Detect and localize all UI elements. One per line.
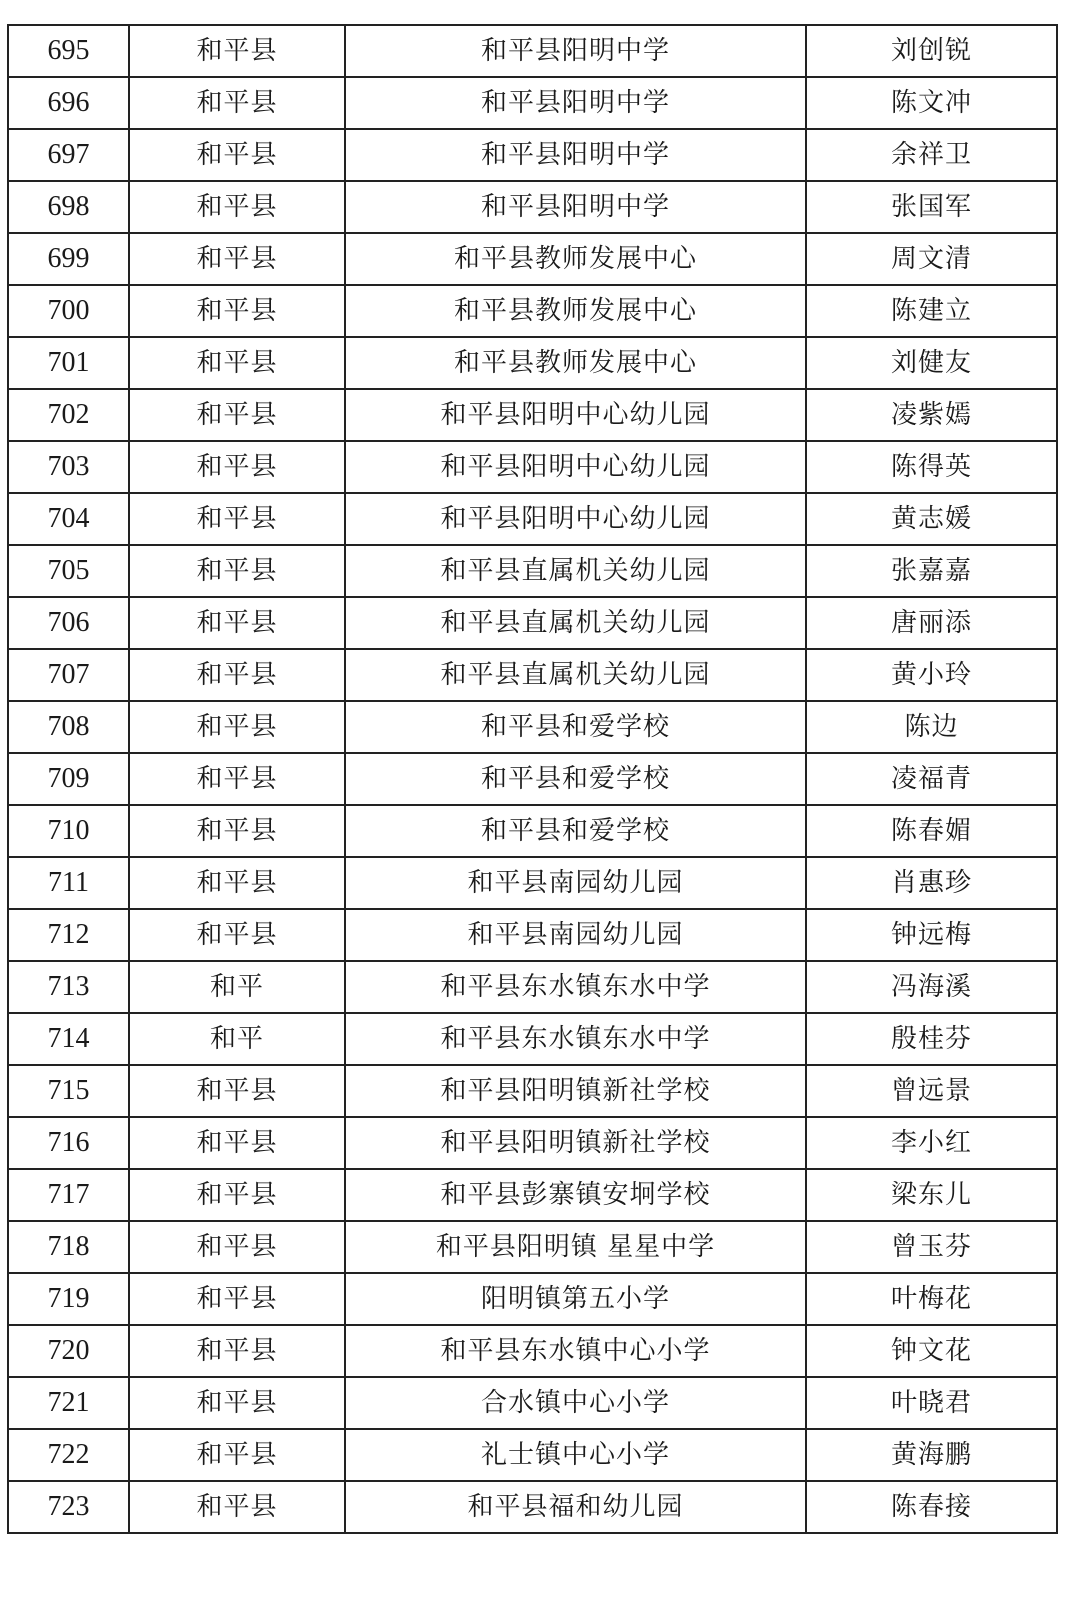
- table-row: [8, 961, 1057, 1013]
- county-cell: 和平县: [129, 77, 345, 129]
- serial-number-cell: 705: [8, 545, 129, 597]
- school-cell: 和平县教师发展中心: [345, 233, 806, 285]
- table-row: [8, 1221, 1057, 1273]
- serial-number-cell: 700: [8, 285, 129, 337]
- school-cell: 和平县阳明中心幼儿园: [345, 493, 806, 545]
- school-cell: 和平县彭寨镇安坰学校: [345, 1169, 806, 1221]
- school-cell: 和平县阳明中学: [345, 129, 806, 181]
- teacher-name-cell: 黄海鹏: [806, 1429, 1057, 1481]
- table-row: [8, 649, 1057, 701]
- teacher-name-cell: 凌紫嫣: [806, 389, 1057, 441]
- teacher-name-cell: 冯海溪: [806, 961, 1057, 1013]
- school-cell: 和平县直属机关幼儿园: [345, 649, 806, 701]
- table-row: [8, 337, 1057, 389]
- county-cell: 和平县: [129, 285, 345, 337]
- county-cell: 和平县: [129, 1169, 345, 1221]
- serial-number-cell: 723: [8, 1481, 129, 1533]
- table-row: [8, 233, 1057, 285]
- teacher-name-cell: 陈春媚: [806, 805, 1057, 857]
- school-cell: 和平县直属机关幼儿园: [345, 597, 806, 649]
- teacher-name-cell: 张国军: [806, 181, 1057, 233]
- table-row: [8, 181, 1057, 233]
- table-row: [8, 701, 1057, 753]
- serial-number-cell: 699: [8, 233, 129, 285]
- county-cell: 和平县: [129, 857, 345, 909]
- county-cell: 和平县: [129, 1221, 345, 1273]
- county-cell: 和平县: [129, 1117, 345, 1169]
- teacher-name-cell: 梁东儿: [806, 1169, 1057, 1221]
- table-row: [8, 1429, 1057, 1481]
- school-cell: 和平县阳明中学: [345, 77, 806, 129]
- serial-number-cell: 717: [8, 1169, 129, 1221]
- school-cell: 和平县阳明镇 星星中学: [345, 1221, 806, 1273]
- teacher-name-cell: 黄小玲: [806, 649, 1057, 701]
- school-cell: 和平县和爱学校: [345, 701, 806, 753]
- school-cell: 和平县阳明镇新社学校: [345, 1117, 806, 1169]
- teacher-name-cell: 刘健友: [806, 337, 1057, 389]
- teacher-name-cell: 曾玉芬: [806, 1221, 1057, 1273]
- table-row: [8, 1169, 1057, 1221]
- teacher-name-cell: 刘创锐: [806, 25, 1057, 77]
- teacher-name-cell: 钟远梅: [806, 909, 1057, 961]
- teacher-name-cell: 周文清: [806, 233, 1057, 285]
- table-row: [8, 909, 1057, 961]
- county-cell: 和平县: [129, 1325, 345, 1377]
- county-cell: 和平县: [129, 233, 345, 285]
- table-row: [8, 129, 1057, 181]
- county-cell: 和平县: [129, 1273, 345, 1325]
- county-cell: 和平县: [129, 129, 345, 181]
- table-row: [8, 389, 1057, 441]
- serial-number-cell: 698: [8, 181, 129, 233]
- county-cell: 和平县: [129, 1065, 345, 1117]
- roster-table: [7, 24, 1058, 1534]
- school-cell: 合水镇中心小学: [345, 1377, 806, 1429]
- teacher-name-cell: 叶梅花: [806, 1273, 1057, 1325]
- roster-sheet: [7, 24, 1056, 1534]
- serial-number-cell: 716: [8, 1117, 129, 1169]
- table-row: [8, 1065, 1057, 1117]
- teacher-name-cell: 唐丽添: [806, 597, 1057, 649]
- serial-number-cell: 695: [8, 25, 129, 77]
- county-cell: 和平县: [129, 1429, 345, 1481]
- table-row: [8, 1013, 1057, 1065]
- county-cell: 和平县: [129, 1377, 345, 1429]
- school-cell: 和平县阳明中心幼儿园: [345, 389, 806, 441]
- serial-number-cell: 715: [8, 1065, 129, 1117]
- serial-number-cell: 718: [8, 1221, 129, 1273]
- serial-number-cell: 703: [8, 441, 129, 493]
- county-cell: 和平县: [129, 597, 345, 649]
- teacher-name-cell: 陈得英: [806, 441, 1057, 493]
- county-cell: 和平县: [129, 389, 345, 441]
- school-cell: 和平县东水镇东水中学: [345, 1013, 806, 1065]
- school-cell: 阳明镇第五小学: [345, 1273, 806, 1325]
- serial-number-cell: 706: [8, 597, 129, 649]
- county-cell: 和平县: [129, 337, 345, 389]
- table-row: [8, 1117, 1057, 1169]
- serial-number-cell: 712: [8, 909, 129, 961]
- teacher-name-cell: 钟文花: [806, 1325, 1057, 1377]
- teacher-name-cell: 余祥卫: [806, 129, 1057, 181]
- school-cell: 和平县东水镇东水中学: [345, 961, 806, 1013]
- school-cell: 和平县南园幼儿园: [345, 909, 806, 961]
- county-cell: 和平县: [129, 649, 345, 701]
- county-cell: 和平: [129, 1013, 345, 1065]
- school-cell: 和平县南园幼儿园: [345, 857, 806, 909]
- table-row: [8, 493, 1057, 545]
- roster-table-body: [8, 25, 1057, 1533]
- serial-number-cell: 697: [8, 129, 129, 181]
- serial-number-cell: 713: [8, 961, 129, 1013]
- county-cell: 和平: [129, 961, 345, 1013]
- school-cell: 和平县直属机关幼儿园: [345, 545, 806, 597]
- serial-number-cell: 709: [8, 753, 129, 805]
- table-row: [8, 805, 1057, 857]
- school-cell: 和平县阳明中学: [345, 181, 806, 233]
- teacher-name-cell: 叶晓君: [806, 1377, 1057, 1429]
- table-row: [8, 25, 1057, 77]
- serial-number-cell: 721: [8, 1377, 129, 1429]
- serial-number-cell: 701: [8, 337, 129, 389]
- table-row: [8, 285, 1057, 337]
- teacher-name-cell: 殷桂芬: [806, 1013, 1057, 1065]
- school-cell: 和平县和爱学校: [345, 805, 806, 857]
- table-row: [8, 1325, 1057, 1377]
- school-cell: 和平县教师发展中心: [345, 285, 806, 337]
- school-cell: 和平县福和幼儿园: [345, 1481, 806, 1533]
- serial-number-cell: 704: [8, 493, 129, 545]
- county-cell: 和平县: [129, 493, 345, 545]
- serial-number-cell: 708: [8, 701, 129, 753]
- table-row: [8, 441, 1057, 493]
- teacher-name-cell: 凌福青: [806, 753, 1057, 805]
- serial-number-cell: 702: [8, 389, 129, 441]
- school-cell: 和平县阳明镇新社学校: [345, 1065, 806, 1117]
- teacher-name-cell: 陈建立: [806, 285, 1057, 337]
- county-cell: 和平县: [129, 25, 345, 77]
- school-cell: 和平县阳明中学: [345, 25, 806, 77]
- teacher-name-cell: 曾远景: [806, 1065, 1057, 1117]
- county-cell: 和平县: [129, 181, 345, 233]
- county-cell: 和平县: [129, 701, 345, 753]
- serial-number-cell: 720: [8, 1325, 129, 1377]
- teacher-name-cell: 李小红: [806, 1117, 1057, 1169]
- teacher-name-cell: 黄志媛: [806, 493, 1057, 545]
- teacher-name-cell: 陈春接: [806, 1481, 1057, 1533]
- table-row: [8, 857, 1057, 909]
- table-row: [8, 545, 1057, 597]
- school-cell: 礼士镇中心小学: [345, 1429, 806, 1481]
- teacher-name-cell: 肖惠珍: [806, 857, 1057, 909]
- school-cell: 和平县东水镇中心小学: [345, 1325, 806, 1377]
- serial-number-cell: 722: [8, 1429, 129, 1481]
- county-cell: 和平县: [129, 1481, 345, 1533]
- county-cell: 和平县: [129, 441, 345, 493]
- serial-number-cell: 707: [8, 649, 129, 701]
- table-row: [8, 753, 1057, 805]
- table-row: [8, 1273, 1057, 1325]
- table-row: [8, 77, 1057, 129]
- table-row: [8, 1481, 1057, 1533]
- county-cell: 和平县: [129, 545, 345, 597]
- school-cell: 和平县阳明中心幼儿园: [345, 441, 806, 493]
- school-cell: 和平县和爱学校: [345, 753, 806, 805]
- county-cell: 和平县: [129, 753, 345, 805]
- teacher-name-cell: 张嘉嘉: [806, 545, 1057, 597]
- teacher-name-cell: 陈文冲: [806, 77, 1057, 129]
- serial-number-cell: 714: [8, 1013, 129, 1065]
- serial-number-cell: 719: [8, 1273, 129, 1325]
- county-cell: 和平县: [129, 805, 345, 857]
- county-cell: 和平县: [129, 909, 345, 961]
- serial-number-cell: 710: [8, 805, 129, 857]
- serial-number-cell: 696: [8, 77, 129, 129]
- serial-number-cell: 711: [8, 857, 129, 909]
- table-row: [8, 597, 1057, 649]
- school-cell: 和平县教师发展中心: [345, 337, 806, 389]
- teacher-name-cell: 陈边: [806, 701, 1057, 753]
- table-row: [8, 1377, 1057, 1429]
